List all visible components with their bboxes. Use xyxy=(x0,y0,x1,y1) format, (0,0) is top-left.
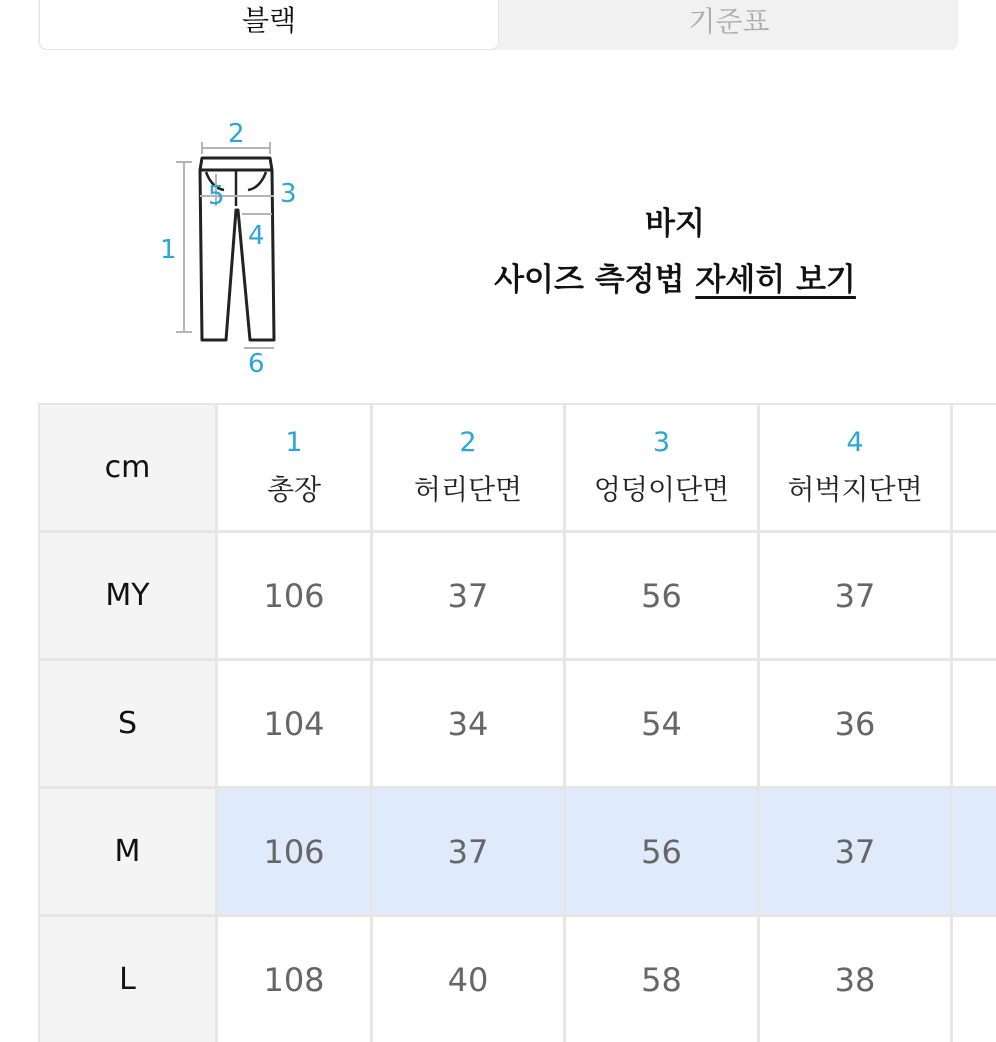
waist-value: 37 xyxy=(447,576,489,615)
column-number: 3 xyxy=(652,427,671,458)
length-value: 104 xyxy=(263,704,325,743)
table-row xyxy=(38,661,996,786)
measure-method-label: 사이즈 측정법 xyxy=(494,262,685,298)
value-cell xyxy=(566,661,757,786)
column-header-waist xyxy=(373,405,563,530)
hip-value: 58 xyxy=(641,960,682,999)
table-header-row xyxy=(38,405,996,530)
diagram-label-3: 3 xyxy=(280,179,297,209)
thigh-value: 38 xyxy=(834,960,876,999)
size-label-cell xyxy=(40,917,215,1042)
hip-value: 56 xyxy=(641,832,682,871)
size-label: S xyxy=(117,706,138,741)
overflow-cell xyxy=(953,789,996,914)
color-tab-bar xyxy=(38,0,958,50)
value-cell xyxy=(218,661,370,786)
column-number: 1 xyxy=(285,427,303,458)
column-header-thigh xyxy=(760,405,950,530)
table-row-highlighted xyxy=(38,789,996,914)
column-header-length xyxy=(218,405,370,530)
size-label-cell xyxy=(40,661,215,786)
column-header-hip xyxy=(566,405,757,530)
overflow-cell xyxy=(953,917,996,1042)
table-row xyxy=(38,917,996,1042)
diagram-label-4: 4 xyxy=(248,221,265,251)
waist-value: 40 xyxy=(447,960,489,999)
size-guide-heading xyxy=(430,196,920,308)
size-table xyxy=(38,403,996,1042)
thigh-value: 36 xyxy=(834,704,876,743)
column-name: 허벅지단면 xyxy=(787,473,923,506)
waist-value: 37 xyxy=(447,832,489,871)
tab-black[interactable] xyxy=(39,0,499,50)
diagram-label-1: 1 xyxy=(160,235,177,265)
value-cell xyxy=(566,789,757,914)
tab-size-standard[interactable] xyxy=(500,0,958,50)
unit-header-cell xyxy=(40,405,215,530)
overflow-cell xyxy=(953,661,996,786)
value-cell xyxy=(760,917,950,1042)
pants-measurement-diagram-icon xyxy=(150,110,310,390)
table-row xyxy=(38,533,996,658)
column-header-overflow xyxy=(953,405,996,530)
hip-value: 54 xyxy=(641,704,682,743)
length-value: 108 xyxy=(263,960,325,999)
overflow-cell xyxy=(953,533,996,658)
value-cell xyxy=(218,533,370,658)
column-name: 총장 xyxy=(266,473,322,506)
unit-label: cm xyxy=(104,450,151,485)
tab-black-label: 블랙 xyxy=(241,4,297,37)
column-name: 허리단면 xyxy=(413,473,523,506)
hip-value: 56 xyxy=(641,576,682,615)
value-cell xyxy=(373,661,563,786)
column-name: 엉덩이단면 xyxy=(593,473,730,506)
size-label: L xyxy=(119,962,136,997)
value-cell xyxy=(760,661,950,786)
size-label-cell xyxy=(40,789,215,914)
tab-size-standard-label: 기준표 xyxy=(688,5,770,38)
value-cell xyxy=(218,789,370,914)
size-label: MY xyxy=(105,578,150,613)
value-cell xyxy=(760,789,950,914)
length-value: 106 xyxy=(263,832,325,871)
column-number: 4 xyxy=(846,427,864,458)
category-title: 바지 xyxy=(645,206,705,242)
thigh-value: 37 xyxy=(834,576,876,615)
thigh-value: 37 xyxy=(834,832,876,871)
size-label-cell xyxy=(40,533,215,658)
value-cell xyxy=(760,533,950,658)
value-cell xyxy=(218,917,370,1042)
waist-value: 34 xyxy=(447,704,489,743)
diagram-label-6: 6 xyxy=(248,349,265,379)
measure-method-line xyxy=(430,252,920,308)
diagram-label-5: 5 xyxy=(208,181,225,211)
length-value: 106 xyxy=(263,576,325,615)
value-cell xyxy=(373,533,563,658)
value-cell xyxy=(566,917,757,1042)
size-label: M xyxy=(114,834,141,869)
value-cell xyxy=(373,917,563,1042)
value-cell xyxy=(566,533,757,658)
view-details-link[interactable]: 자세히 보기 xyxy=(695,262,856,298)
diagram-label-2: 2 xyxy=(228,119,245,149)
value-cell xyxy=(373,789,563,914)
column-number: 2 xyxy=(459,427,477,458)
